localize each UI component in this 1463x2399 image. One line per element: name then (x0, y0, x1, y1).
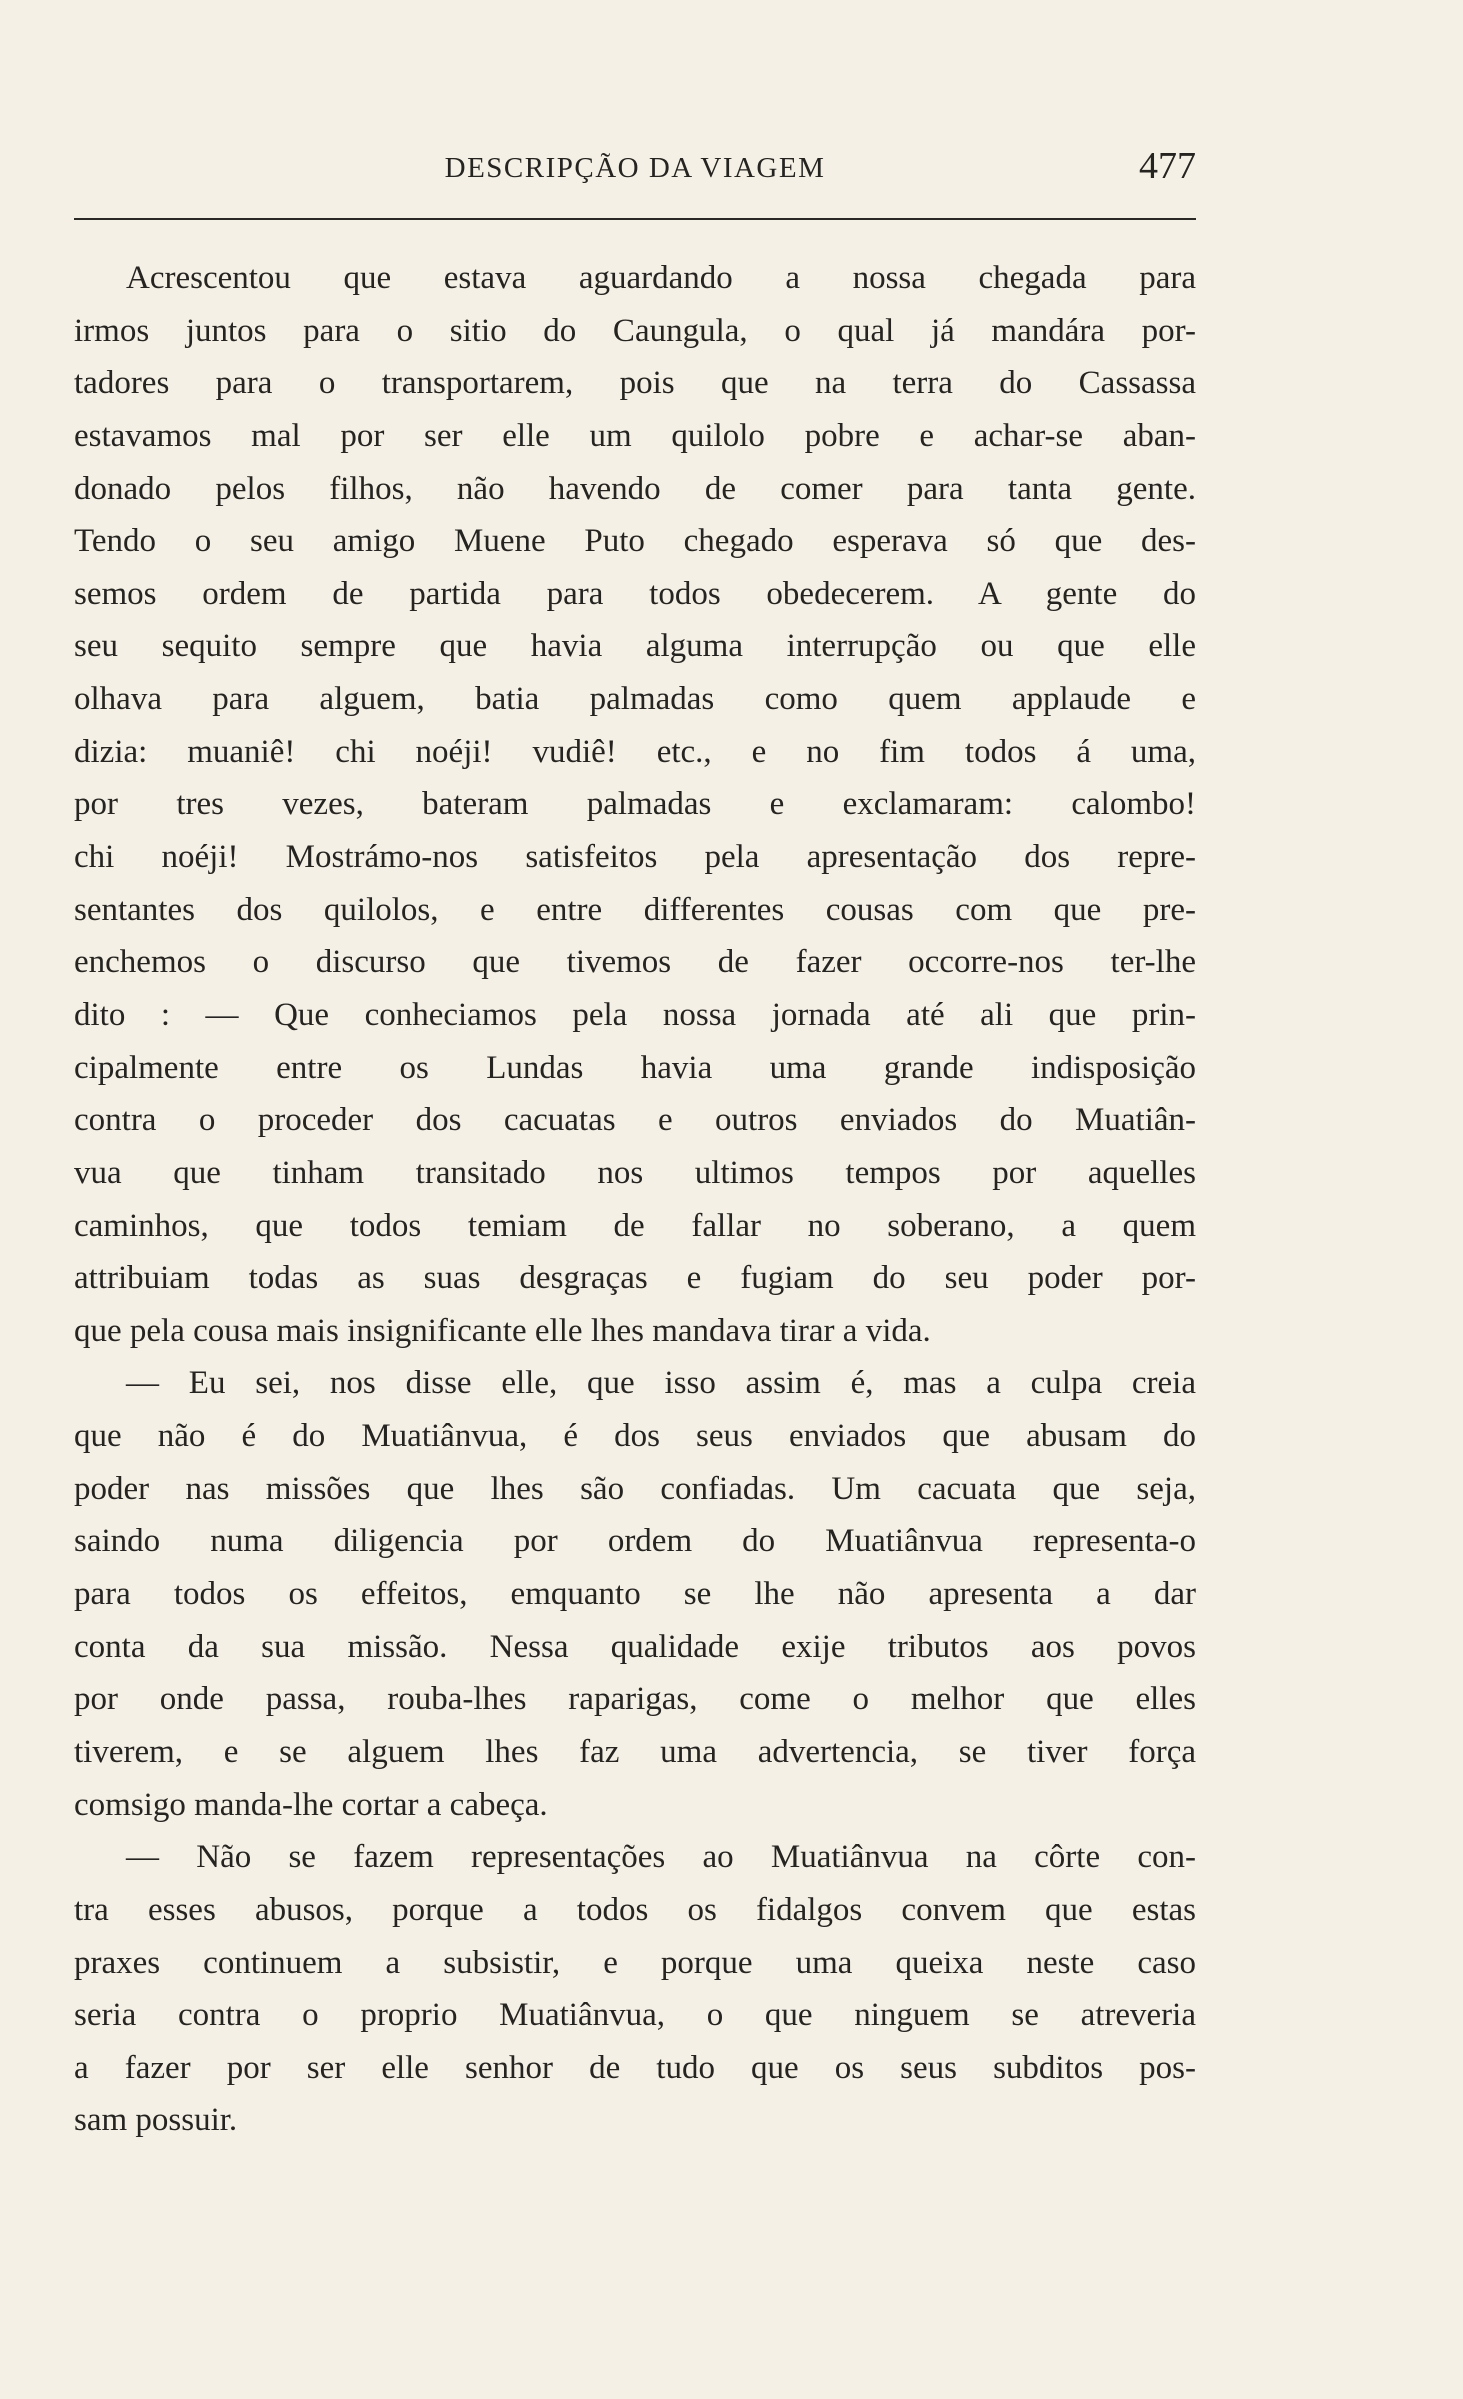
text-line: a fazer por ser elle senhor de tudo que os seus subditos pos- (74, 2049, 1196, 2086)
text-line: sentantes dos quilolos, e entre differentes cousas com que pre- (74, 891, 1196, 928)
text-line: attribuiam todas as suas desgraças e fugiam do seu poder por- (74, 1260, 1196, 1297)
text-line: tadores para o transportarem, pois que na terra do Cassassa (74, 365, 1196, 402)
text-line: donado pelos filhos, não havendo de comer para tanta gente. (74, 470, 1196, 507)
text-line: dizia: muaniê! chi noéji! vudiê! etc., e no fim todos á uma, (74, 733, 1196, 770)
text-line: tra esses abusos, porque a todos os fidalgos convem que estas (74, 1891, 1196, 1928)
text-line: contra o proceder dos cacuatas e outros enviados do Muatiân- (74, 1102, 1196, 1139)
text-line: — Não se fazem representações ao Muatiânvua na côrte con- (126, 1839, 1196, 1876)
text-line: que pela cousa mais insignificante elle lhes mandava tirar a vida. (74, 1312, 931, 1349)
text-line: — Eu sei, nos disse elle, que isso assim é, mas a culpa creia (126, 1365, 1196, 1402)
text-line: enchemos o discurso que tivemos de fazer occorre-nos ter-lhe (74, 944, 1196, 981)
running-title: DESCRIPÇÃO DA VIAGEM (444, 152, 826, 184)
text-line: olhava para alguem, batia palmadas como quem applaude e (74, 681, 1196, 718)
text-line: seria contra o proprio Muatiânvua, o que ninguem se atreveria (74, 1997, 1196, 2034)
text-line: caminhos, que todos temiam de fallar no soberano, a quem (74, 1207, 1196, 1244)
text-line: por tres vezes, bateram palmadas e exclamaram: calombo! (74, 786, 1196, 823)
text-line: comsigo manda-lhe cortar a cabeça. (74, 1786, 548, 1823)
text-line: Tendo o seu amigo Muene Puto chegado esperava só que des- (74, 523, 1196, 560)
running-head (74, 140, 1196, 200)
text-line: sam possuir. (74, 2102, 238, 2139)
text-line: vua que tinham transitado nos ultimos tempos por aquelles (74, 1154, 1196, 1191)
text-line: irmos juntos para o sitio do Caungula, o qual já mandára por- (74, 312, 1196, 349)
text-line: cipalmente entre os Lundas havia uma grande indisposição (74, 1049, 1196, 1086)
text-line: para todos os effeitos, emquanto se lhe não apresenta a dar (74, 1576, 1196, 1613)
text-line: saindo numa diligencia por ordem do Muatiânvua representa-o (74, 1523, 1196, 1560)
text-line: chi noéji! Mostrámo-nos satisfeitos pela apresentação dos repre- (74, 839, 1196, 876)
text-line: poder nas missões que lhes são confiadas. Um cacuata que seja, (74, 1470, 1196, 1507)
text-line: semos ordem de partida para todos obedecerem. A gente do (74, 575, 1196, 612)
header-rule (74, 218, 1196, 220)
text-line: tiverem, e se alguem lhes faz uma advertencia, se tiver força (74, 1733, 1196, 1770)
text-line: por onde passa, rouba-lhes raparigas, come o melhor que elles (74, 1681, 1196, 1718)
page-number: 477 (1139, 145, 1196, 187)
text-line: conta da sua missão. Nessa qualidade exije tributos aos povos (74, 1628, 1196, 1665)
body-text (74, 252, 1196, 2147)
text-line: Acrescentou que estava aguardando a nossa chegada para (126, 260, 1196, 296)
text-line: dito : — Que conheciamos pela nossa jornada até ali que prin- (74, 996, 1196, 1033)
text-line: estavamos mal por ser elle um quilolo pobre e achar-se aban- (74, 417, 1196, 454)
text-line: que não é do Muatiânvua, é dos seus enviados que abusam do (74, 1418, 1196, 1455)
text-line: praxes continuem a subsistir, e porque uma queixa neste caso (74, 1944, 1196, 1981)
text-line: seu sequito sempre que havia alguma interrupção ou que elle (74, 628, 1196, 665)
